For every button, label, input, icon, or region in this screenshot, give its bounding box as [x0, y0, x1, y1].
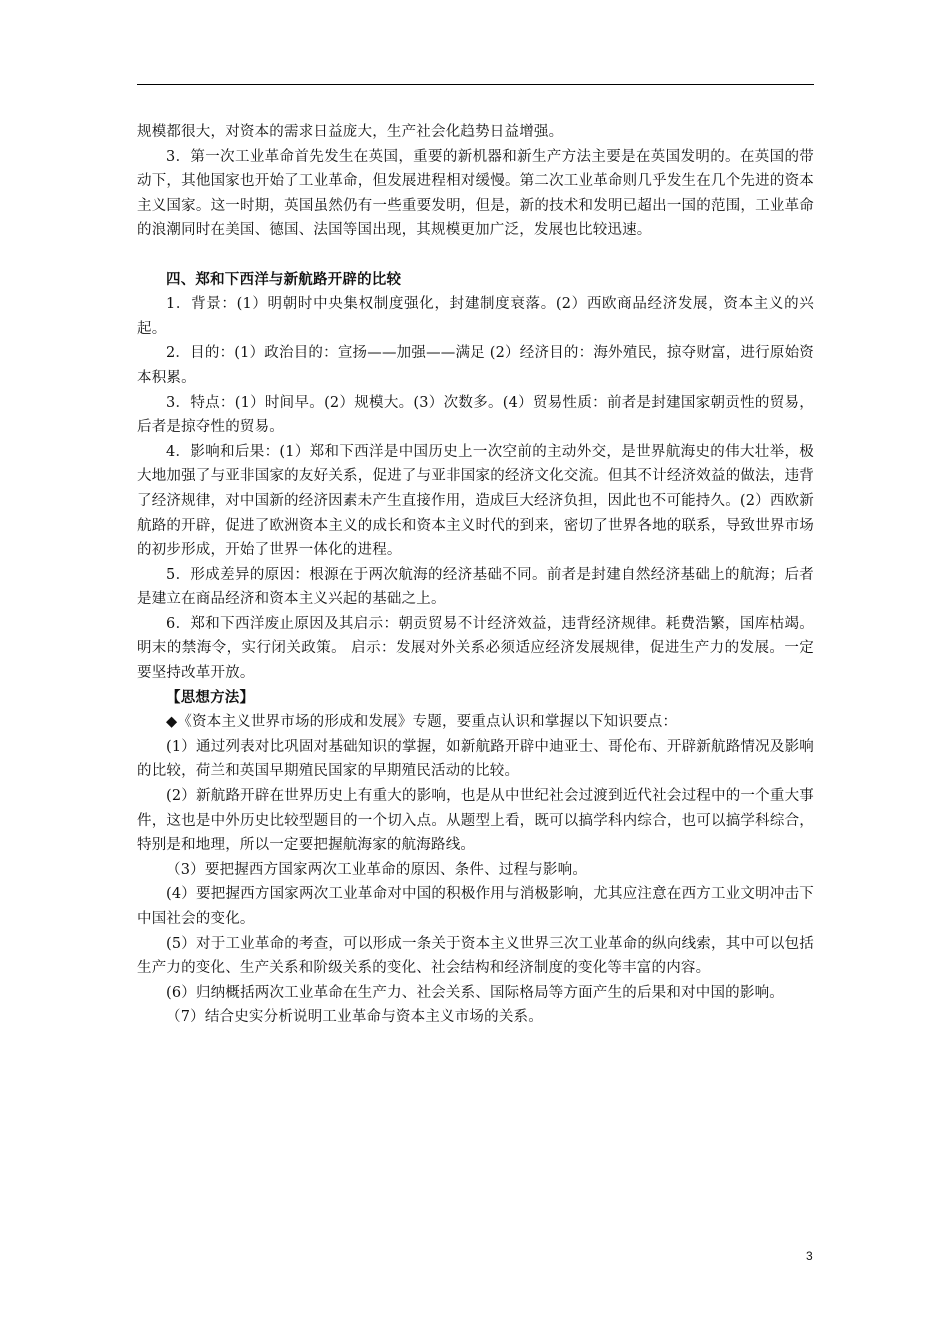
section-4-item-5: 5．形成差异的原因：根源在于两次航海的经济基础不同。前者是封建自然经济基础上的航海；后者是建立在商品经济和资本主义兴起的基础之上。 [137, 566, 814, 608]
methods-item-5: (5）对于工业革命的考查，可以形成一条关于资本主义世界三次工业革命的纵向线索，其中可以包括生产力的变化、生产关系和阶级关系的变化、社会结构和经济制度的变化等丰富的内容。 [137, 935, 814, 977]
methods-item-7: （7）结合史实分析说明工业革命与资本主义市场的关系。 [166, 1009, 543, 1026]
section-4-item-3: 3．特点：(1）时间早。(2）规模大。(3）次数多。(4）贸易性质：前者是封建国家朝贡性的贸易，后者是掠夺性的贸易。 [137, 394, 814, 436]
section-4-item-4: 4．影响和后果：(1）郑和下西洋是中国历史上一次空前的主动外交，是世界航海史的伟大壮举，极大地加强了与亚非国家的友好关系，促进了与亚非国家的经济文化交流。但其不计经济效益的做法，违背了经济规律，对中国新的经济因素未产生直接作用，造成巨大经济负担，因此也不可能持久。(2）西欧新航路的开辟，促进了欧洲资本主义的成长和资本主义时代的到来，密切了世界各地的联系，导致世界市场的初步形成，开始了世界一体化的进程。 [137, 443, 814, 559]
page-number: 3 [806, 1249, 813, 1263]
methods-intro: ◆《资本主义世界市场的形成和发展》专题，要重点认识和掌握以下知识要点： [166, 714, 678, 731]
methods-label-line [137, 686, 814, 711]
methods-label: 【思想方法】 [166, 688, 255, 706]
methods-item-2: (2）新航路开辟在世界历史上有重大的影响，也是从中世纪社会过渡到近代社会过程中的一个重大事件，这也是中外历史比较型题目的一个切入点。从题型上看，既可以搞学科内综合，也可以搞学科综合，特别是和地理，所以一定要把握航海家的航海路线。 [137, 788, 814, 854]
methods-item-6: (6）归纳概括两次工业革命在生产力、社会关系、国际格局等方面产生的后果和对中国的影响。 [166, 984, 784, 1001]
section-4-item-6: 6．郑和下西洋废止原因及其启示：朝贡贸易不计经济效益，违背经济规律。耗费浩繁，国库枯竭。明末的禁海令，实行闭关政策。 启示：发展对外关系必须适应经济发展规律，促进生产力的发展。一定要坚持改革开放。 [137, 615, 814, 682]
header-rule [137, 84, 814, 85]
intro-continuation: 规模都很大，对资本的需求日益庞大，生产社会化趋势日益增强。 [137, 124, 564, 140]
methods-item-3: （3）要把握西方国家两次工业革命的原因、条件、过程与影响。 [166, 861, 588, 878]
intro-point-3: 3．第一次工业革命首先发生在英国，重要的新机器和新生产方法主要是在英国发明的。在英国的带动下，其他国家也开始了工业革命，但发展进程相对缓慢。第二次工业革命则几乎发生在几个先进的资本主义国家。这一时期，英国虽然仍有一些重要发明，但是，新的技术和发明已超出一国的范围，工业革命的浪潮同时在美国、德国、法国等国出现，其规模更加广泛，发展也比较迅速。 [137, 148, 814, 239]
section-4-item-1: 1．背景：(1）明朝时中央集权制度强化，封建制度衰落。(2）西欧商品经济发展，资本主义的兴起。 [137, 296, 814, 337]
section-4-item-2: 2．目的：(1）政治目的：宣扬——加强——满足 (2）经济目的：海外殖民，掠夺财富，进行原始资本积累。 [137, 345, 814, 386]
methods-item-4: (4）要把握西方国家两次工业革命对中国的积极作用与消极影响，尤其应注意在西方工业文明冲击下中国社会的变化。 [137, 886, 814, 927]
section-4-heading: 四、郑和下西洋与新航路开辟的比较 [166, 270, 402, 288]
methods-item-1: (1）通过列表对比巩固对基础知识的掌握，如新航路开辟中迪亚士、哥伦布、开辟新航路情况及影响的比较，荷兰和英国早期殖民国家的早期殖民活动的比较。 [137, 738, 814, 780]
document-body [137, 120, 814, 1030]
